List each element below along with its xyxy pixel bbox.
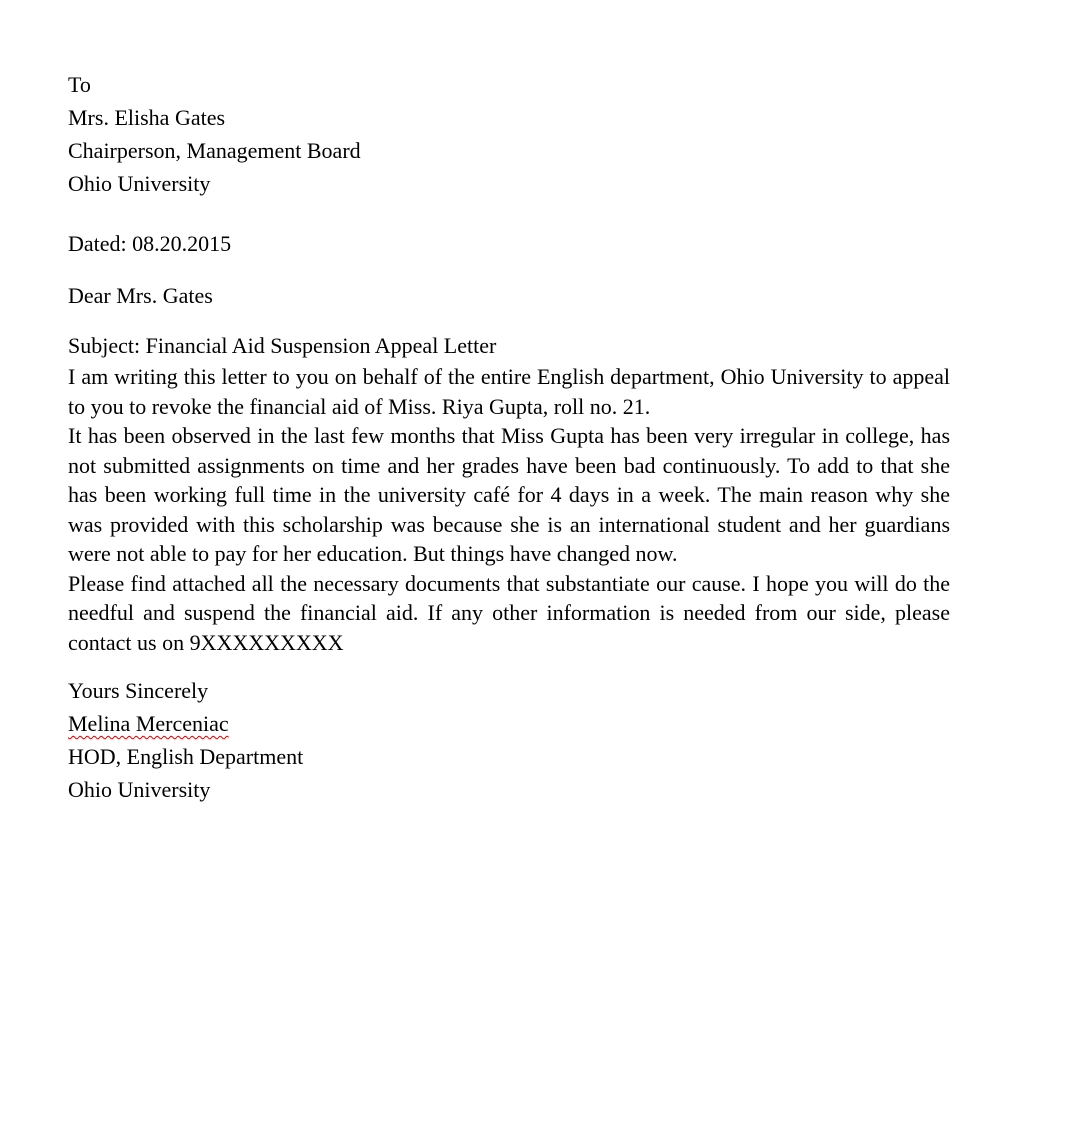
salutation-block	[68, 279, 950, 312]
salutation: Dear Mrs. Gates	[68, 283, 213, 308]
letter-document	[68, 68, 950, 806]
date-line: Dated: 08.20.2015	[68, 231, 232, 256]
subject-block	[68, 329, 950, 362]
recipient-institution: Ohio University	[68, 171, 211, 196]
recipient-name: Mrs. Elisha Gates	[68, 105, 226, 130]
date-block	[68, 227, 950, 260]
recipient-title: Chairperson, Management Board	[68, 138, 361, 163]
subject-line: Subject: Financial Aid Suspension Appeal Letter	[68, 333, 497, 358]
signatory-position: HOD, English Department	[68, 744, 304, 769]
signature-block	[68, 674, 950, 806]
paragraph-2: It has been observed in the last few months that Miss Gupta has been very irregular in college, has not submitted assignments on time and her grades have been bad continuously. To add to that she has been working full time in the university café for 4 days in a week. The main reason why she was provided with this scholarship was because she is an international student and her guardians were not able to pay for her education. But things have changed now.	[68, 423, 950, 566]
closing: Yours Sincerely	[68, 678, 209, 703]
paragraph-1: I am writing this letter to you on behalf of the entire English department, Ohio University to appeal to you to revoke the financial aid of Miss. Riya Gupta, roll no. 21.	[68, 364, 950, 419]
paragraph-3: Please find attached all the necessary documents that substantiate our cause. I hope you will do the needful and suspend the financial aid. If any other information is needed from our side, please contact us on 9XXXXXXXXX	[68, 570, 950, 655]
to-line: To	[68, 72, 91, 97]
signatory-name: Melina Merceniac	[68, 711, 229, 736]
signatory-institution: Ohio University	[68, 777, 211, 802]
recipient-block	[68, 68, 950, 200]
